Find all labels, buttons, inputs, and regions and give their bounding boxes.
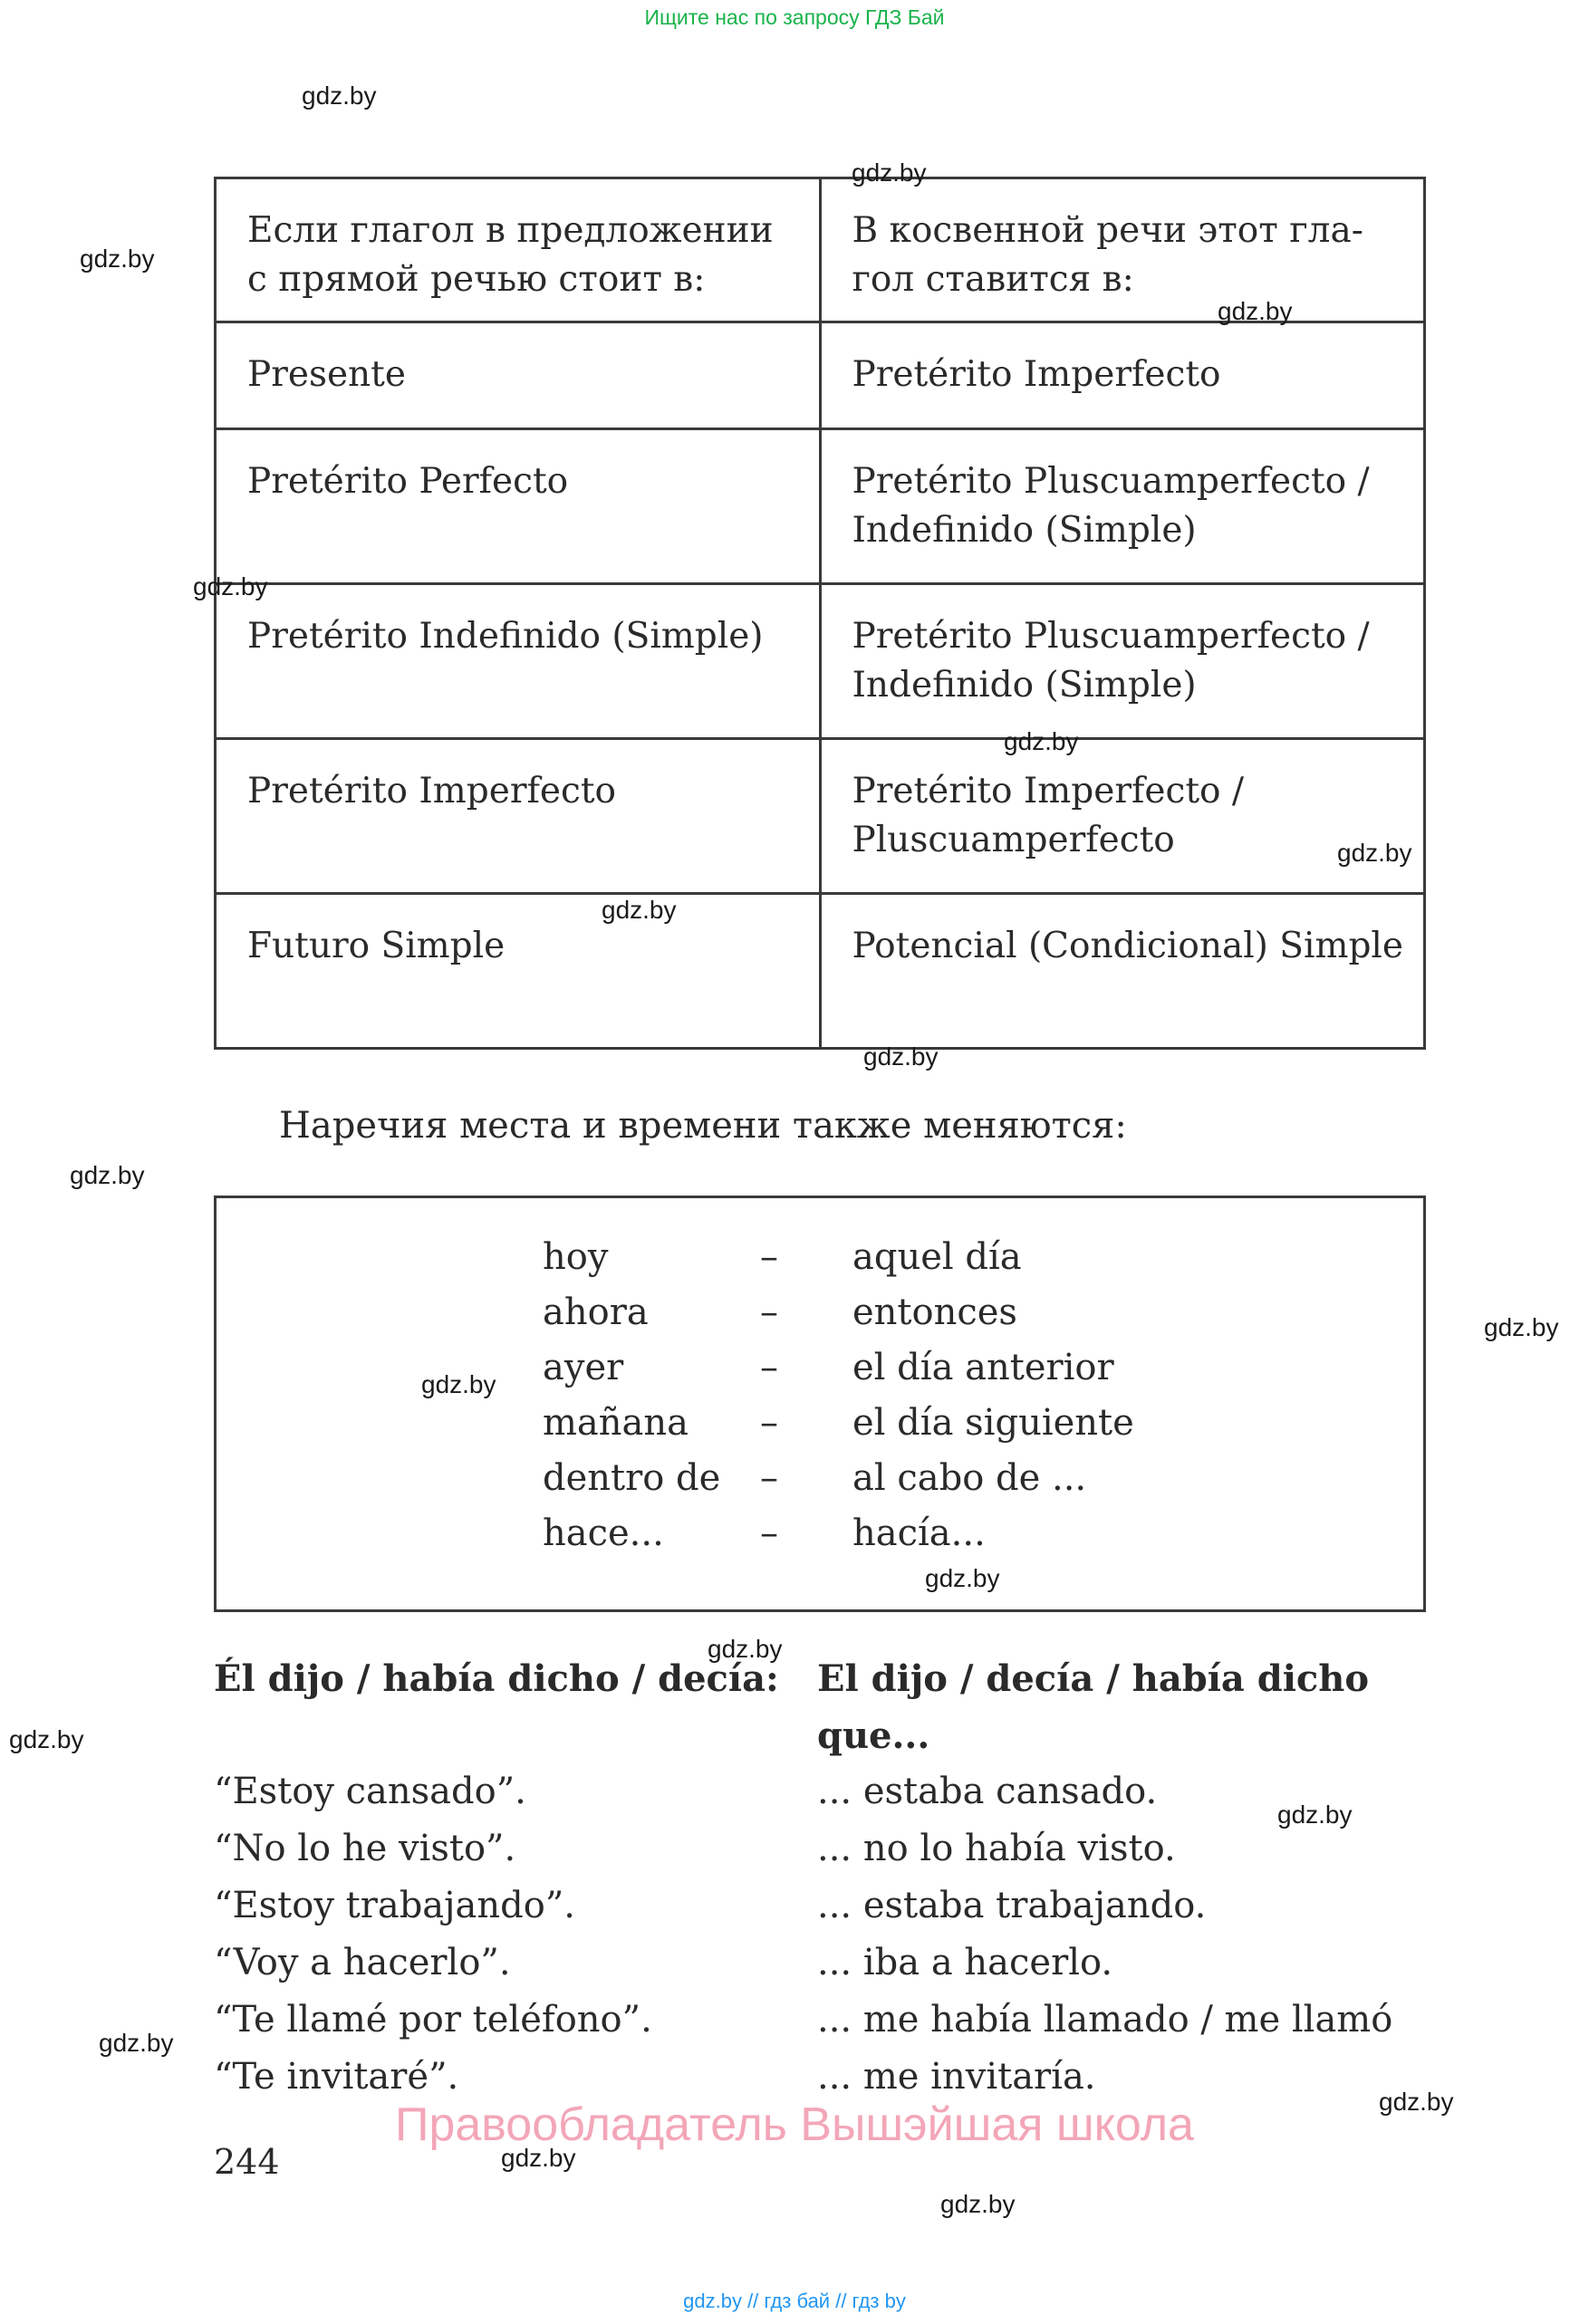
- watermark: gdz.by: [302, 82, 377, 110]
- watermark: gdz.by: [863, 1042, 939, 1071]
- watermark: gdz.by: [193, 572, 268, 600]
- reported-speech-line: ... me invitaría.: [817, 2056, 1096, 2098]
- watermark: gdz.by: [70, 1161, 145, 1189]
- adverb-row: [217, 1347, 1423, 1402]
- watermark: gdz.by: [940, 2190, 1016, 2218]
- watermark: gdz.by: [1218, 297, 1293, 325]
- adverb-to: al cabo de ...: [852, 1457, 1087, 1499]
- adverb-row: [217, 1457, 1423, 1513]
- table-row: [216, 894, 1425, 1049]
- reported-speech-line: ... estaba cansado.: [817, 1771, 1158, 1812]
- direct-speech-line: “Te llamé por teléfono”.: [214, 1999, 652, 2041]
- adverb-row: [217, 1513, 1423, 1568]
- adverb-to: aquel día: [852, 1236, 1022, 1278]
- watermark: gdz.by: [99, 2029, 174, 2057]
- adverb-from: dentro de: [543, 1457, 721, 1499]
- table-cell: Presente: [216, 322, 821, 429]
- table-header-cell: Если глагол в предложении с прямой речью стоит в:: [216, 178, 821, 322]
- adverb-to: entonces: [852, 1292, 1017, 1333]
- table-cell: Pretérito Indefinido (Simple): [216, 584, 821, 739]
- direct-speech-line: “Te invitaré”.: [214, 2056, 459, 2098]
- watermark: gdz.by: [602, 896, 677, 924]
- reported-speech-line: ... estaba trabajando.: [817, 1885, 1207, 1926]
- watermark: gdz.by: [1004, 727, 1079, 755]
- table-row: [216, 584, 1425, 739]
- table-row: [216, 429, 1425, 584]
- watermark: gdz.by: [9, 1725, 84, 1753]
- table-cell: Pretérito Imperfecto: [820, 322, 1425, 429]
- adverb-row: [217, 1402, 1423, 1457]
- table-cell: Potencial (Condicional) Simple: [820, 894, 1425, 1049]
- table-cell: Pretérito Pluscuamperfecto / Indefinido (Simple): [820, 584, 1425, 739]
- reported-speech-line: ... no lo había visto.: [817, 1828, 1176, 1869]
- reported-speech-line: ... me había llamado / me llamó: [817, 1999, 1393, 2041]
- adverb-row: [217, 1292, 1423, 1347]
- footer-links[interactable]: gdz.by // гдз бай // гдз by: [683, 2290, 906, 2312]
- speech-right-header: El dijo / decía / había dicho: [817, 1657, 1370, 1700]
- adverb-dash: –: [760, 1292, 778, 1333]
- table-row: [216, 322, 1425, 429]
- table-row: [216, 739, 1425, 894]
- table-header-cell: В косвенной речи этот гла-гол ставится в:: [820, 178, 1425, 322]
- adverbs-box: [214, 1196, 1426, 1612]
- table-cell: Pretérito Imperfecto / Pluscuamperfecto: [820, 739, 1425, 894]
- adverbs-intro: Наречия места и времени также меняются:: [279, 1105, 1127, 1147]
- adverb-to: hacía...: [852, 1513, 986, 1554]
- adverb-dash: –: [760, 1402, 778, 1444]
- watermark: gdz.by: [1379, 2088, 1454, 2116]
- adverb-from: mañana: [543, 1402, 689, 1444]
- watermark: gdz.by: [1337, 839, 1412, 867]
- page-number: 244: [214, 2142, 280, 2182]
- watermark: gdz.by: [501, 2144, 576, 2172]
- table-cell: Pretérito Imperfecto: [216, 739, 821, 894]
- watermark: gdz.by: [925, 1564, 1000, 1592]
- adverb-from: ahora: [543, 1292, 649, 1333]
- reported-speech-line: ... iba a hacerlo.: [817, 1942, 1113, 1983]
- speech-right-header-cont: que...: [817, 1714, 930, 1757]
- watermark: gdz.by: [421, 1370, 496, 1398]
- adverb-from: hace...: [543, 1513, 664, 1554]
- adverb-from: ayer: [543, 1347, 624, 1388]
- watermark: gdz.by: [80, 245, 155, 273]
- adverb-row: [217, 1236, 1423, 1292]
- watermark: gdz.by: [1277, 1801, 1353, 1829]
- adverb-from: hoy: [543, 1236, 609, 1278]
- top-banner[interactable]: Ищите нас по запросу ГДЗ Бай: [644, 5, 945, 29]
- direct-speech-line: “Estoy cansado”.: [214, 1771, 526, 1812]
- table-cell: Pretérito Perfecto: [216, 429, 821, 584]
- speech-left-header: Él dijo / había dicho / decía:: [214, 1657, 779, 1700]
- adverb-dash: –: [760, 1457, 778, 1499]
- adverb-dash: –: [760, 1236, 778, 1278]
- table-cell: Pretérito Pluscuamperfecto / Indefinido (Simple): [820, 429, 1425, 584]
- adverb-to: el día siguiente: [852, 1402, 1134, 1444]
- direct-speech-line: “Voy a hacerlo”.: [214, 1942, 511, 1983]
- direct-speech-line: “Estoy trabajando”.: [214, 1885, 576, 1926]
- adverb-dash: –: [760, 1347, 778, 1388]
- watermark: gdz.by: [1484, 1313, 1559, 1341]
- table-cell: Futuro Simple: [216, 894, 821, 1049]
- direct-speech-line: “No lo he visto”.: [214, 1828, 516, 1869]
- watermark: gdz.by: [852, 158, 927, 187]
- adverb-dash: –: [760, 1513, 778, 1554]
- copyright-notice: Правообладатель Вышэйшая школа: [395, 2098, 1194, 2151]
- watermark: gdz.by: [708, 1635, 783, 1663]
- adverb-to: el día anterior: [852, 1347, 1114, 1388]
